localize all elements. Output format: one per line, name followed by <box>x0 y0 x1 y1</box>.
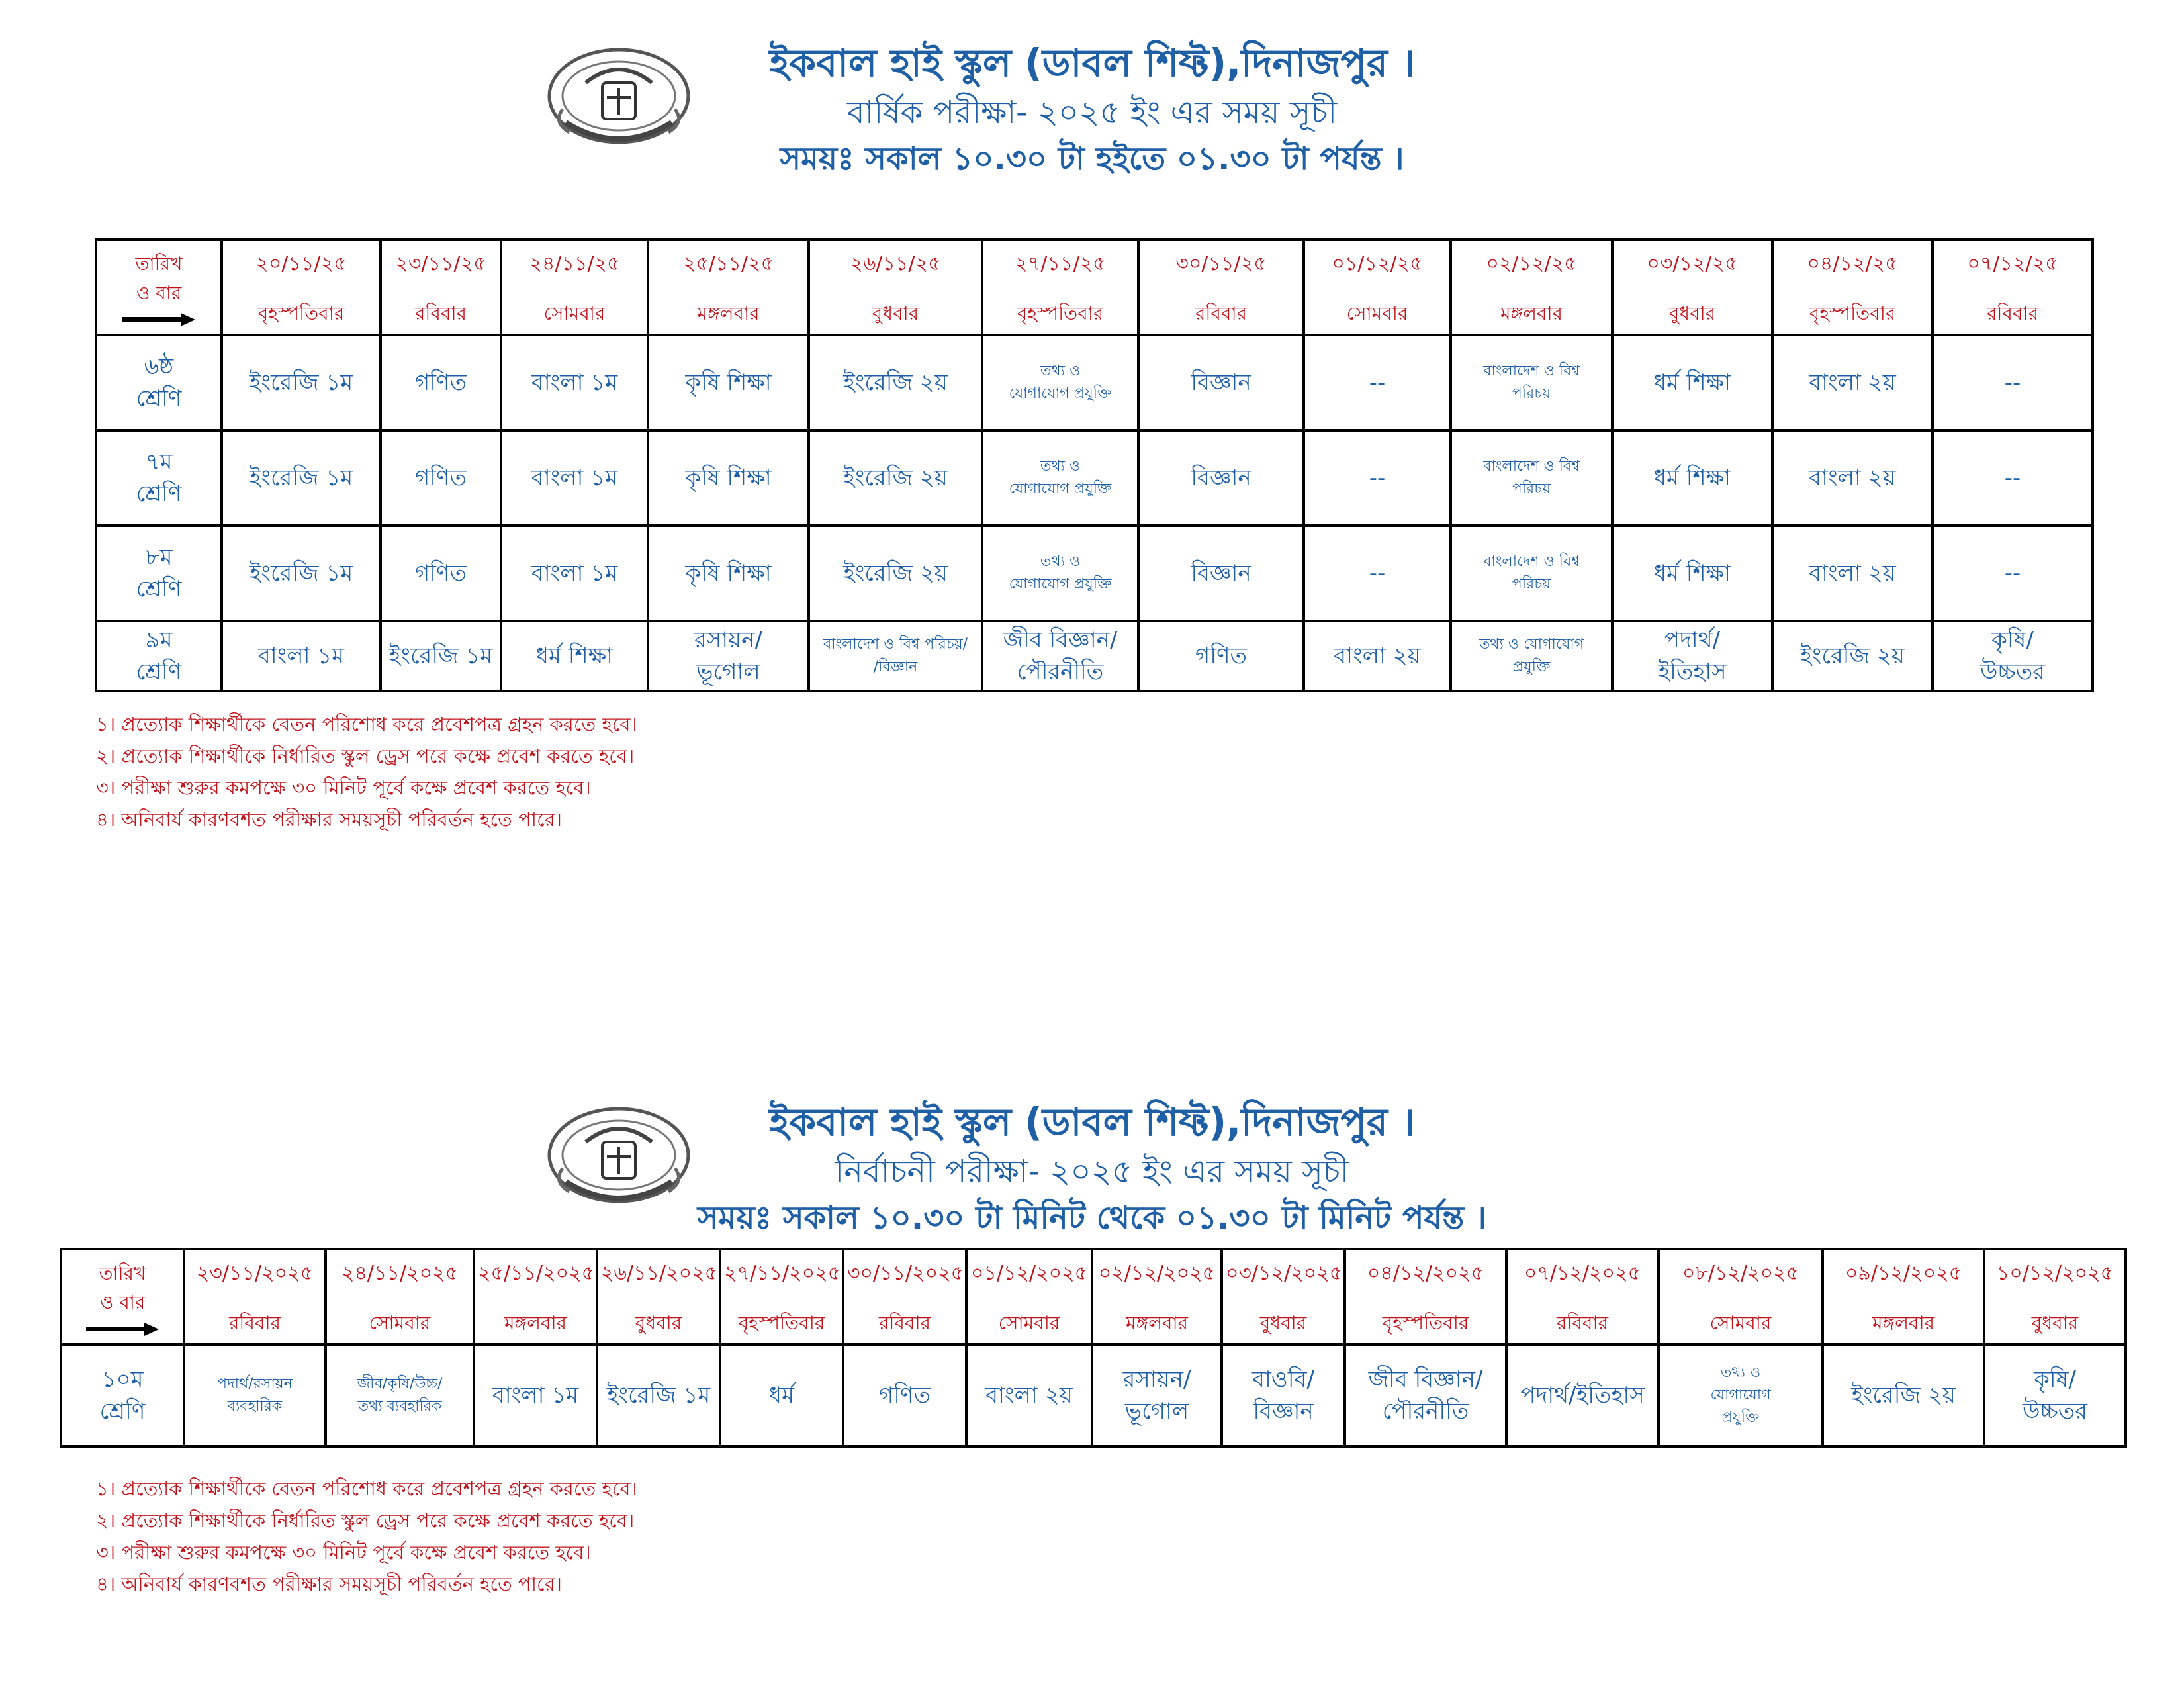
exam-subtitle: নির্বাচনী পরীক্ষা- ২০২৫ ইং এর সময় সূচী <box>835 1153 1349 1190</box>
subject-cell: গণিত <box>1138 621 1304 691</box>
subject-cell: ইংরেজি ২য় <box>809 335 982 430</box>
subject-cell: ইংরেজি ১ম <box>222 335 381 430</box>
date-column-header <box>1222 1249 1345 1344</box>
class-word: শ্রেণি <box>99 1398 146 1425</box>
exam-weekday: বুধবার <box>2031 1312 2079 1334</box>
subject-cell: ধর্ম শিক্ষা <box>1612 430 1772 526</box>
subject-cell: -- <box>1304 430 1451 526</box>
date-column-header <box>1933 240 2093 335</box>
subject-cell: বাংলা ২য় <box>1772 335 1933 430</box>
date-column-header <box>597 1249 720 1344</box>
subject-cell: গণিত <box>381 526 501 621</box>
subject-cell: ইংরেজি ২য় <box>1823 1344 1984 1446</box>
exam-weekday: সোমবার <box>1346 303 1408 324</box>
subject-cell: বাংলাদেশ ও বিশ্ব পরিচয় <box>1451 526 1612 621</box>
exam-weekday: বৃহস্পতিবার <box>1382 1312 1469 1334</box>
subject-cell: বাংলা ২য় <box>1304 621 1451 691</box>
class-word: শ্রেণি <box>136 385 182 412</box>
right-arrow-icon <box>122 313 195 325</box>
exam-weekday: রবিবার <box>1556 1312 1609 1334</box>
class-row <box>96 335 2093 430</box>
subject-cell: ইংরেজি ২য় <box>809 526 982 621</box>
subject-cell: ধর্ম শিক্ষা <box>1612 526 1772 621</box>
class-row <box>61 1344 2126 1446</box>
class-word: শ্রেণি <box>136 576 182 602</box>
class-name-cell <box>96 430 222 526</box>
exam-weekday: মঙ্গলবার <box>1872 1312 1935 1334</box>
date-column-header <box>1659 1249 1823 1344</box>
corner-day-label: ও বার <box>99 1291 146 1313</box>
exam-weekday: বৃহস্পতিবার <box>1017 303 1104 324</box>
selection-notes <box>96 1473 637 1600</box>
exam-date: ২৩/১১/২৫ <box>395 252 486 275</box>
date-column-header <box>1506 1249 1659 1344</box>
date-column-header <box>381 240 501 335</box>
corner-day-label: ও বার <box>136 282 182 304</box>
instruction-note: ১। প্রত্যোক শিক্ষার্থীকে বেতন পরিশোধ করে প্রবেশপত্র গ্রহন করতে হবে। <box>96 1477 637 1500</box>
subject-cell: -- <box>1933 335 2093 430</box>
exam-date: ২৪/১১/২০২৫ <box>341 1262 459 1285</box>
subject-cell: বাংলা ১ম <box>222 621 381 691</box>
class-name-cell <box>61 1344 184 1446</box>
class-name-cell <box>96 526 222 621</box>
instruction-note: ৩। পরীক্ষা শুরুর কমপক্ষে ৩০ মিনিট পূর্বে কক্ষে প্রবেশ করতে হবে। <box>96 776 591 799</box>
annual-schedule-table <box>95 238 2094 692</box>
annual-title-block <box>662 36 1522 182</box>
exam-weekday: মঙ্গলবার <box>1125 1312 1189 1334</box>
class-number: ১০ম <box>101 1366 144 1393</box>
exam-date: ২৬/১১/২০২৫ <box>601 1262 718 1285</box>
date-header-row <box>96 240 2093 335</box>
exam-date: ০৩/১২/২৫ <box>1647 252 1738 275</box>
date-column-header <box>648 240 809 335</box>
subject-cell: পদার্থ/ইতিহাস <box>1506 1344 1659 1446</box>
subject-cell: ইংরেজি ২য় <box>1772 621 1933 691</box>
exam-date: ০১/১২/২৫ <box>1332 252 1423 275</box>
subject-cell: কৃষি শিক্ষা <box>648 526 809 621</box>
subject-cell: বাংলা ২য় <box>966 1344 1092 1446</box>
exam-date: ০২/১২/২৫ <box>1486 252 1577 275</box>
exam-date: ২৪/১১/২৫ <box>529 252 620 275</box>
subject-cell: কৃষি শিক্ষা <box>648 335 809 430</box>
class-number: ৮ম <box>145 544 173 571</box>
subject-cell: ইংরেজি ১ম <box>597 1344 720 1446</box>
exam-weekday: বুধবার <box>635 1312 682 1334</box>
subject-cell: তথ্য ও যোগাযোগ প্রযুক্তি <box>1659 1344 1823 1446</box>
exam-weekday: বুধবার <box>1259 1312 1307 1334</box>
exam-date: ২৭/১১/২৫ <box>1015 252 1106 275</box>
exam-weekday: রবিবার <box>228 1312 281 1334</box>
exam-weekday: মঙ্গলবার <box>504 1312 567 1334</box>
date-day-corner <box>61 1249 184 1344</box>
selection-exam-section <box>0 1086 2184 1595</box>
exam-weekday: সোমবার <box>1709 1312 1772 1334</box>
exam-weekday: রবিবার <box>1986 303 2039 324</box>
class-number: ৬ষ্ঠ <box>144 353 174 380</box>
subject-cell: বাংলা ১ম <box>474 1344 597 1446</box>
exam-weekday: বৃহস্পতিবার <box>257 303 345 324</box>
date-column-header <box>966 1249 1092 1344</box>
exam-time: সময়ঃ সকাল ১০.৩০ টা হইতে ০১.৩০ টা পর্যন্ত । <box>780 140 1404 177</box>
subject-cell: রসায়ন/ ভূগোল <box>648 621 809 691</box>
class-number: ৭ম <box>145 449 173 475</box>
annual-exam-section <box>0 26 2184 831</box>
school-title: ইকবাল হাই স্কুল (ডাবল শিফ্ট),দিনাজপুর । <box>769 40 1415 85</box>
instruction-note: ২। প্রত্যোক শিক্ষার্থীকে নির্ধারিত স্কুল ড্রেস পরে কক্ষে প্রবেশ করতে হবে। <box>96 745 635 767</box>
instruction-note: ৪। অনিবার্য কারণবশত পরীক্ষার সময়সূচী পরিবর্তন হতে পারে। <box>96 1573 563 1595</box>
exam-weekday: মঙ্গলবার <box>697 303 760 324</box>
subject-cell: বাংলা ১ম <box>501 430 648 526</box>
exam-date: ২৬/১১/২৫ <box>850 252 941 275</box>
subject-cell: তথ্য ও যোগাযোগ প্রযুক্তি <box>982 430 1138 526</box>
date-column-header <box>1984 1249 2126 1344</box>
subject-cell: বিজ্ঞান <box>1138 335 1304 430</box>
exam-date: ০৪/১২/২৫ <box>1807 252 1898 275</box>
subject-cell: বিজ্ঞান <box>1138 526 1304 621</box>
date-header-row <box>61 1249 2126 1344</box>
subject-cell: জীব বিজ্ঞান/ পৌরনীতি <box>1345 1344 1506 1446</box>
subject-cell: পদার্থ/রসায়ন ব্যবহারিক <box>184 1344 326 1446</box>
exam-weekday: সোমবার <box>369 1312 431 1334</box>
date-column-header <box>1612 240 1772 335</box>
selection-title-block <box>662 1096 1522 1241</box>
exam-date: ২৭/১১/২০২৫ <box>724 1262 841 1285</box>
subject-cell: কৃষি/ উচ্চতর <box>1984 1344 2126 1446</box>
instruction-note: ৪। অনিবার্য কারণবশত পরীক্ষার সময়সূচী পরিবর্তন হতে পারে। <box>96 808 563 831</box>
exam-weekday: বুধবার <box>1668 303 1716 324</box>
subject-cell: কৃষি/ উচ্চতর <box>1933 621 2093 691</box>
date-column-header <box>326 1249 474 1344</box>
exam-date: ৩০/১১/২৫ <box>1175 252 1267 275</box>
subject-cell: তথ্য ও যোগাযোগ প্রযুক্তি <box>1451 621 1612 691</box>
subject-cell: ধর্ম শিক্ষা <box>501 621 648 691</box>
date-column-header <box>982 240 1138 335</box>
subject-cell: ধর্ম শিক্ষা <box>1612 335 1772 430</box>
subject-cell: তথ্য ও যোগাযোগ প্রযুক্তি <box>982 526 1138 621</box>
subject-cell: ধর্ম <box>720 1344 843 1446</box>
exam-date: ২৫/১১/২০২৫ <box>478 1262 595 1285</box>
class-name-cell <box>96 621 222 691</box>
subject-cell: গণিত <box>843 1344 966 1446</box>
date-column-header <box>1345 1249 1506 1344</box>
exam-weekday: রবিবার <box>414 303 467 324</box>
subject-cell: ইংরেজি ১ম <box>222 430 381 526</box>
exam-date: ১০/১২/২০২৫ <box>1996 1262 2114 1285</box>
exam-date: ০৯/১২/২০২৫ <box>1844 1262 1962 1285</box>
school-title: ইকবাল হাই স্কুল (ডাবল শিফ্ট),দিনাজপুর । <box>769 1100 1415 1145</box>
subject-cell: বাংলাদেশ ও বিশ্ব পরিচয় <box>1451 335 1612 430</box>
exam-weekday: রবিবার <box>878 1312 931 1334</box>
subject-cell: বাওবি/ বিজ্ঞান <box>1222 1344 1345 1446</box>
class-number: ৯ম <box>145 627 173 653</box>
corner-date-label: তারিখ <box>99 1262 146 1284</box>
exam-weekday: রবিবার <box>1195 303 1248 324</box>
instruction-note: ২। প্রত্যোক শিক্ষার্থীকে নির্ধারিত স্কুল ড্রেস পরে কক্ষে প্রবেশ করতে হবে। <box>96 1509 635 1532</box>
date-column-header <box>720 1249 843 1344</box>
instruction-note: ১। প্রত্যোক শিক্ষার্থীকে বেতন পরিশোধ করে প্রবেশপত্র গ্রহন করতে হবে। <box>96 713 637 735</box>
subject-cell: জীব/কৃষি/উচ্চ/ তথ্য ব্যবহারিক <box>326 1344 474 1446</box>
date-column-header <box>843 1249 966 1344</box>
subject-cell: বাংলাদেশ ও বিশ্ব পরিচয় <box>1451 430 1612 526</box>
date-column-header <box>1092 1249 1222 1344</box>
subject-cell: বাংলাদেশ ও বিশ্ব পরিচয়/ /বিজ্ঞান <box>809 621 982 691</box>
exam-date: ২৫/১১/২৫ <box>682 252 774 275</box>
exam-date: ২৩/১১/২০২৫ <box>196 1262 314 1285</box>
subject-cell: -- <box>1933 526 2093 621</box>
exam-date: ৩০/১১/২০২৫ <box>847 1262 964 1285</box>
date-column-header <box>1823 1249 1984 1344</box>
subject-cell: জীব বিজ্ঞান/ পৌরনীতি <box>982 621 1138 691</box>
exam-weekday: বৃহস্পতিবার <box>1809 303 1896 324</box>
exam-date: ০২/১২/২০২৫ <box>1098 1262 1216 1285</box>
subject-cell: -- <box>1933 430 2093 526</box>
exam-time: সময়ঃ সকাল ১০.৩০ টা মিনিট থেকে ০১.৩০ টা মিনিট পর্যন্ত । <box>697 1199 1487 1237</box>
subject-cell: পদার্থ/ ইতিহাস <box>1612 621 1772 691</box>
date-column-header <box>1451 240 1612 335</box>
corner-date-label: তারিখ <box>135 253 183 275</box>
exam-date: ০৭/১২/২০২৫ <box>1524 1262 1641 1285</box>
subject-cell: বাংলা ২য় <box>1772 430 1933 526</box>
subject-cell: বিজ্ঞান <box>1138 430 1304 526</box>
subject-cell: ইংরেজি ১ম <box>222 526 381 621</box>
exam-weekday: সোমবার <box>543 303 606 324</box>
right-arrow-icon <box>86 1323 159 1335</box>
exam-date: ০১/১২/২০২৫ <box>970 1262 1088 1285</box>
subject-cell: রসায়ন/ ভূগোল <box>1092 1344 1222 1446</box>
subject-cell: ইংরেজি ২য় <box>809 430 982 526</box>
subject-cell: বাংলা ২য় <box>1772 526 1933 621</box>
annual-header <box>0 26 2184 225</box>
subject-cell: কৃষি শিক্ষা <box>648 430 809 526</box>
subject-cell: গণিত <box>381 335 501 430</box>
exam-date: ০৭/১২/২৫ <box>1967 252 2058 275</box>
date-column-header <box>809 240 982 335</box>
exam-weekday: সোমবার <box>998 1312 1060 1334</box>
date-column-header <box>1772 240 1933 335</box>
date-column-header <box>1304 240 1451 335</box>
class-word: শ্রেণি <box>136 659 182 685</box>
exam-date: ০৪/১২/২০২৫ <box>1367 1262 1484 1285</box>
exam-weekday: বৃহস্পতিবার <box>738 1312 825 1334</box>
subject-cell: তথ্য ও যোগাযোগ প্রযুক্তি <box>982 335 1138 430</box>
class-row <box>96 526 2093 621</box>
date-column-header <box>474 1249 597 1344</box>
exam-weekday: বুধবার <box>872 303 919 324</box>
subject-cell: ইংরেজি ১ম <box>381 621 501 691</box>
subject-cell: -- <box>1304 526 1451 621</box>
exam-date: ০৩/১২/২০২৫ <box>1226 1262 1343 1285</box>
class-word: শ্রেণি <box>136 481 182 507</box>
annual-notes <box>96 708 637 835</box>
class-row <box>96 621 2093 691</box>
date-column-header <box>501 240 648 335</box>
exam-subtitle: বার্ষিক পরীক্ষা- ২০২৫ ইং এর সময় সূচী <box>846 94 1338 131</box>
date-column-header <box>1138 240 1304 335</box>
exam-date: ০৮/১২/২০২৫ <box>1682 1262 1799 1285</box>
subject-cell: গণিত <box>381 430 501 526</box>
instruction-note: ৩। পরীক্ষা শুরুর কমপক্ষে ৩০ মিনিট পূর্বে কক্ষে প্রবেশ করতে হবে। <box>96 1541 591 1564</box>
class-row <box>96 430 2093 526</box>
date-column-header <box>184 1249 326 1344</box>
exam-date: ২০/১১/২৫ <box>255 252 347 275</box>
subject-cell: -- <box>1304 335 1451 430</box>
date-day-corner <box>96 240 222 335</box>
subject-cell: বাংলা ১ম <box>501 526 648 621</box>
class-name-cell <box>96 335 222 430</box>
selection-schedule-table <box>60 1248 2127 1448</box>
subject-cell: বাংলা ১ম <box>501 335 648 430</box>
date-column-header <box>222 240 381 335</box>
exam-weekday: মঙ্গলবার <box>1500 303 1563 324</box>
